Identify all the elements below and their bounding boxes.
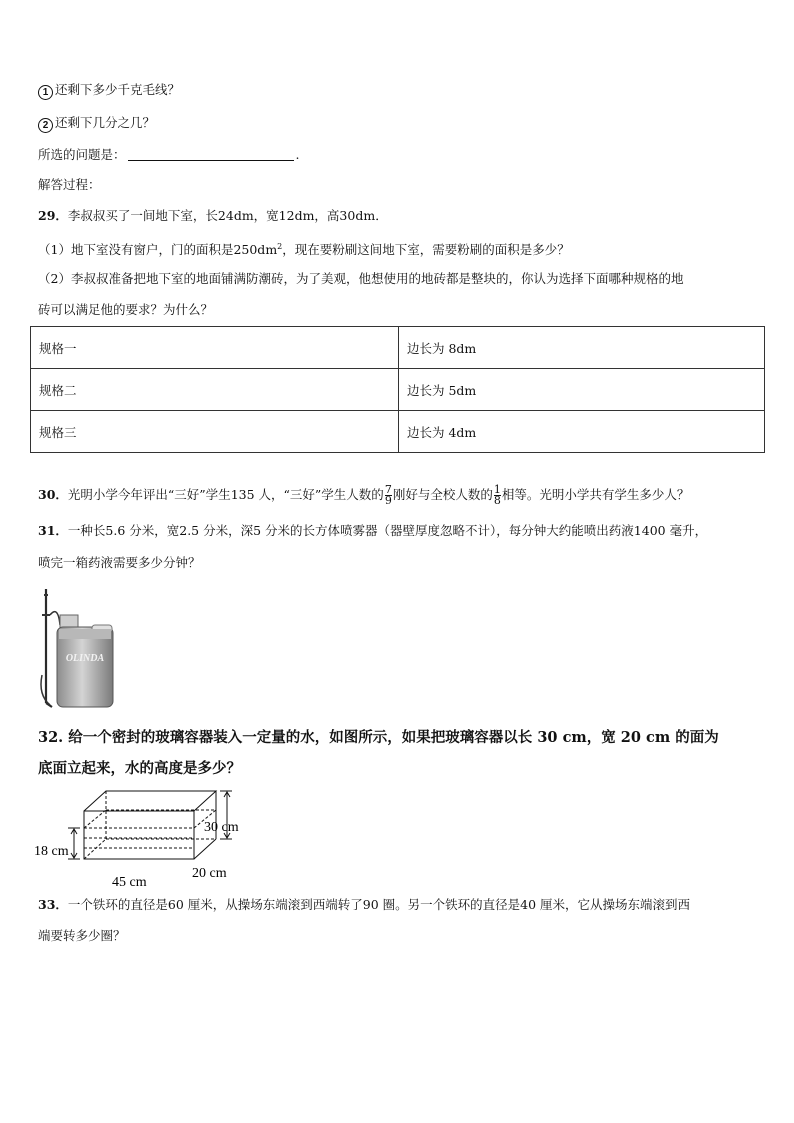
- spec-value: 边长为 5dm: [399, 369, 765, 411]
- question-33-line-2: 端要转多少圈？: [38, 928, 126, 943]
- question-30-text-a: 光明小学今年评出“三好”学生135 人，“三好”学生人数的: [67, 487, 384, 502]
- fraction-7-9: [385, 485, 392, 506]
- spec-name: 规格一: [31, 327, 399, 369]
- question-33-number: 33．: [38, 897, 68, 912]
- part-1-prefix: （1）地下室没有窗户，门的面积是250dm: [38, 242, 278, 258]
- question-32-line-2: 底面立起来，水的高度是多少？: [38, 760, 241, 777]
- glass-container-diagram: [34, 783, 264, 893]
- fraction-numerator: 7: [384, 483, 392, 496]
- fraction-denominator: 9: [384, 494, 392, 507]
- chosen-end: .: [295, 147, 300, 162]
- question-29-stem: [38, 208, 388, 224]
- question-31-line-2: 喷完一箱药液需要多少分钟？: [38, 555, 201, 570]
- question-29-part-2-line-1: （2）李叔叔准备把地下室的地面铺满防潮砖，为了美观，他想使用的地砖都是整块的，你认为选择下面哪种规格的地: [38, 271, 684, 286]
- question-31-text: 一种长5.6 分米，宽2.5 分米，深5 分米的长方体喷雾器（器壁厚度忽略不计），每分钟大约能喷出药液1400 毫升，: [67, 523, 708, 538]
- question-32-line-1: [38, 730, 719, 746]
- circled-number-2: 2: [38, 118, 53, 133]
- spec-name: 规格二: [31, 369, 399, 411]
- solution-label: 解答过程：: [38, 177, 101, 192]
- option-2-text: 还剩下几分之几？: [55, 115, 156, 130]
- fraction-denominator: 8: [493, 494, 501, 507]
- question-29-number: 29．: [38, 208, 68, 223]
- question-32-text: 给一个密封的玻璃容器装入一定量的水，如图所示，如果把玻璃容器以长 30 cm，宽 20 cm 的面为: [68, 729, 719, 746]
- spec-name: 规格三: [31, 411, 399, 453]
- question-29-part-2-line-2: 砖可以满足他的要求？为什么？: [38, 302, 214, 317]
- question-33-line-1: [38, 897, 690, 913]
- height-label: 30 cm: [204, 820, 239, 835]
- option-1-text: 还剩下多少千克毛线？: [55, 82, 181, 97]
- circled-number-1: 1: [38, 85, 53, 100]
- sprayer-brand-label: OLINDA: [65, 653, 105, 664]
- question-31-line-1: [38, 523, 707, 539]
- table-row: [31, 327, 765, 369]
- width-label: 20 cm: [192, 866, 227, 881]
- question-30: [38, 480, 689, 510]
- length-label: 45 cm: [112, 875, 147, 890]
- question-32-number: 32.: [38, 729, 64, 746]
- chosen-label: 所选的问题是：: [38, 147, 126, 162]
- question-31-number: 31．: [38, 523, 68, 538]
- tile-spec-table: [30, 326, 765, 453]
- option-2: [38, 115, 155, 133]
- question-29-text: 李叔叔买了一间地下室，长24dm，宽12dm，高30dm．: [67, 208, 388, 223]
- sprayer-image: [36, 585, 118, 709]
- spec-value: 边长为 8dm: [399, 327, 765, 369]
- option-1: [38, 82, 180, 100]
- chosen-question-line: [38, 147, 300, 163]
- question-30-text-c: 相等。光明小学共有学生多少人？: [501, 487, 690, 502]
- part-1-suffix: ，现在要粉刷这间地下室，需要粉刷的面积是多少？: [282, 242, 570, 258]
- answer-blank[interactable]: [128, 148, 294, 161]
- question-29-part-1: [38, 239, 570, 258]
- spec-value: 边长为 4dm: [399, 411, 765, 453]
- question-33-text: 一个铁环的直径是60 厘米，从操场东端滚到西端转了90 圈。另一个铁环的直径是40 厘米，它从操场东端滚到西: [67, 897, 691, 912]
- water-height-label: 18 cm: [34, 844, 69, 859]
- table-row: [31, 369, 765, 411]
- superscript-2: 2: [277, 242, 283, 251]
- question-30-text-b: 刚好与全校人数的: [392, 487, 493, 502]
- fraction-numerator: 1: [493, 483, 501, 496]
- question-30-number: 30．: [38, 487, 68, 502]
- table-row: [31, 411, 765, 453]
- fraction-1-8: [494, 485, 501, 506]
